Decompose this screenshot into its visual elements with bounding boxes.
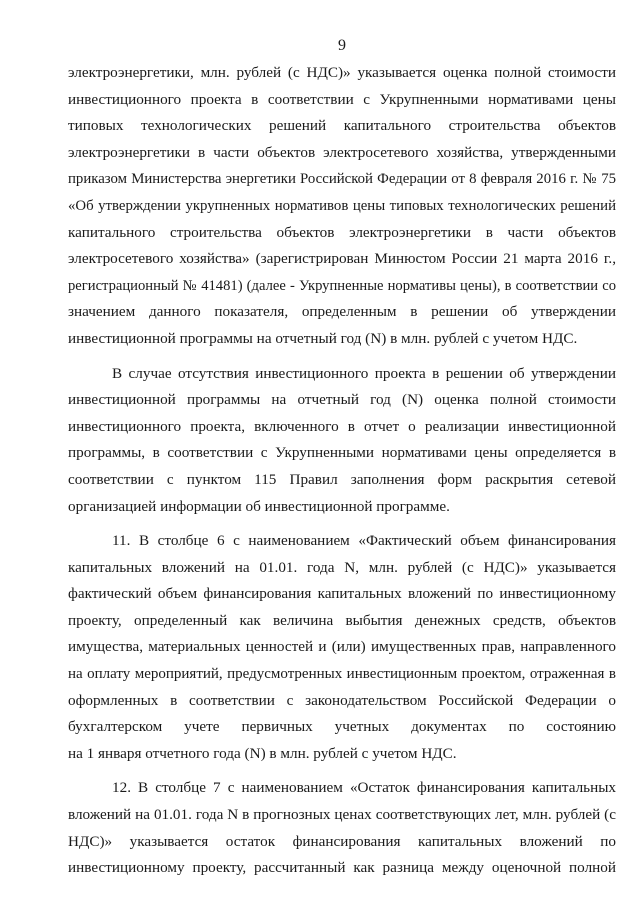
paragraph-3 [68, 528, 616, 767]
text-line: инвестиционной программы на отчетный год (N) оценка полной стоимости [68, 391, 616, 409]
text-line: НДС)» указывается остаток финансирования капитальных вложений по [68, 832, 616, 850]
text-line: бухгалтерском учете первичных учетных документах по состоянию [68, 718, 616, 736]
text-line: инвестиционному проекту, рассчитанный как разница между оценочной полной [68, 859, 616, 877]
text-line: инвестиционного проекта, включенного в отчет о реализации инвестиционной [68, 417, 616, 435]
text-line: соответствии с пунктом 115 Правил заполнения форм раскрытия сетевой [68, 470, 616, 488]
paragraph-spacer [68, 520, 616, 528]
paragraph-spacer [68, 767, 616, 775]
text-line: электроэнергетики в части объектов электросетевого хозяйства, утвержденными [68, 143, 616, 161]
text-line: программы, в соответствии с Укрупненными нормативами цены определяется в [68, 444, 616, 462]
text-line: типовых технологических решений капитального строительства объектов [68, 117, 616, 135]
text-line: регистрационный № 41481) (далее - Укрупненные нормативы цены), в соответствии со [68, 277, 616, 294]
paragraph-4 [68, 775, 616, 881]
text-line: инвестиционной программы на отчетный год (N) в млн. рублей с учетом НДС. [68, 329, 578, 347]
text-line: организацией информации об инвестиционной программе. [68, 497, 450, 515]
text-line: инвестиционного проекта в соответствии с Укрупненными нормативами цены [68, 90, 616, 108]
text-line: «Об утверждении укрупненных нормативов цены типовых технологических решений [68, 197, 616, 214]
document-body [68, 60, 616, 882]
paragraph-2 [68, 361, 616, 521]
text-line: на 1 января отчетного года (N) в млн. рублей с учетом НДС. [68, 744, 457, 762]
text-line: В случае отсутствия инвестиционного проекта в решении об утверждении [112, 364, 616, 382]
text-line: проекту, определенный как величина выбытия денежных средств, объектов [68, 611, 616, 629]
text-line: капитального строительства объектов электроэнергетики в части объектов [68, 223, 616, 241]
text-line: 11. В столбце 6 с наименованием «Фактический объем финансирования [112, 532, 616, 550]
text-line: вложений на 01.01. года N в прогнозных ценах соответствующих лет, млн. рублей (с [68, 806, 616, 824]
text-line: значением данного показателя, определенным в решении об утверждении [68, 303, 616, 321]
paragraph-1 [68, 60, 616, 353]
text-line: имущества, материальных ценностей и (или) имущественных прав, направленного [68, 638, 616, 656]
paragraph-spacer [68, 353, 616, 361]
page-number: 9 [338, 37, 346, 54]
text-line: фактический объем финансирования капитальных вложений по инвестиционному [68, 585, 616, 603]
text-line: приказом Министерства энергетики Российской Федерации от 8 февраля 2016 г. № 75 [68, 171, 616, 188]
text-line: электроэнергетики, млн. рублей (с НДС)» указывается оценка полной стоимости [68, 64, 616, 81]
text-line: 12. В столбце 7 с наименованием «Остаток финансирования капитальных [112, 779, 616, 797]
text-line: оформленных в соответствии с законодательством Российской Федерации о [68, 691, 616, 709]
text-line: электросетевого хозяйства» (зарегистрирован Минюстом России 21 марта 2016 г., [68, 250, 616, 268]
text-line: капитальных вложений на 01.01. года N, млн. рублей (с НДС)» указывается [68, 558, 616, 576]
text-line: на оплату мероприятий, предусмотренных инвестиционным проектом, отраженная в [68, 666, 616, 683]
